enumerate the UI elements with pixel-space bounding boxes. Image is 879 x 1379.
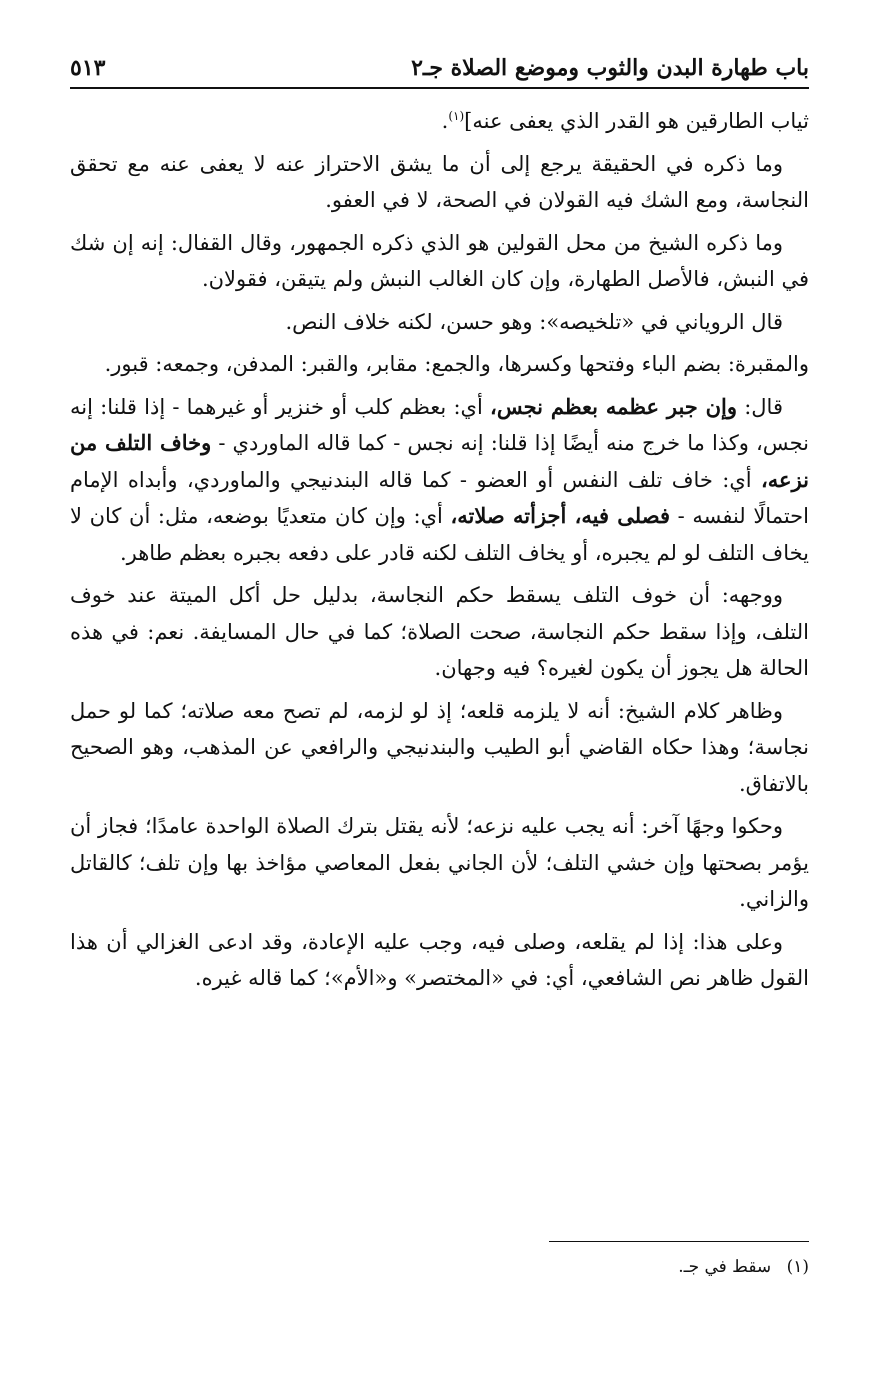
paragraph-7: ووجهه: أن خوف التلف يسقط حكم النجاسة، بدليل حل أكل الميتة عند خوف التلف، وإذا سقط حكم النجاسة، صحت الصلاة؛ كما في حال المسايفة. نعم: في هذه الحالة هل يجوز أن يكون لغيره؟ فيه وجهان. [70,583,809,680]
document-page [70,55,809,1339]
footnote-reference: (١) [448,109,465,123]
running-header [70,55,809,89]
paragraph-9: وحكوا وجهًا آخر: أنه يجب عليه نزعه؛ لأنه يقتل بترك الصلاة الواحدة عامدًا؛ فجاز أن يؤمر بصحتها وإن خشي التلف؛ لأن الجاني بفعل المعاصي مؤاخذ بها وإن تلف؛ كالقاتل والزاني. [70,814,809,911]
paragraph-3: وما ذكره الشيخ من محل القولين هو الذي ذكره الجمهور، وقال القفال: إنه إن شك في النبش، فالأصل الطهارة، وإن كان الغالب النبش ولم يتيقن، فقولان. [70,230,809,291]
body-text [70,103,809,997]
paragraph-4: قال الروياني في «تلخيصه»: وهو حسن، لكنه خلاف النص. [285,309,783,334]
chapter-title: باب طهارة البدن والثوب وموضع الصلاة جـ٢ [411,55,809,81]
text-segment: قال: [737,394,783,419]
footnote [678,1253,809,1281]
text-segment: أي: خاف تلف النفس أو العضو - كما قاله البندنيجي والماوردي، وأبداه الإمام احتمالًا لنفسه - [70,467,809,528]
footnote-number: (١) [786,1257,809,1277]
bold-text-segment: وخاف التلف من نزعه، [70,430,809,492]
paragraph-10: وعلى هذا: إذا لم يقلعه، وصلى فيه، وجب عليه الإعادة، وقد ادعى الغزالي أن هذا القول ظاهر نص الشافعي، أي: في «المختصر» و«الأم»؛ كما قاله غيره. [70,929,809,990]
footnote-divider [549,1241,809,1242]
paragraph-6 [70,389,809,572]
paragraph-tail: . [441,109,449,133]
paragraph-2: وما ذكره في الحقيقة يرجع إلى أن ما يشق الاحتراز عنه لا يعفى عنه مع تحقق النجاسة، ومع الشك فيه القولان في الصحة، لا في العفو. [70,151,809,212]
paragraph-1 [70,103,809,140]
paragraph-text: ثياب الطارقين هو القدر الذي يعفى عنه] [464,109,809,133]
page-number: ٥١٣ [70,55,106,81]
paragraph-8: وظاهر كلام الشيخ: أنه لا يلزمه قلعه؛ إذ لو لزمه، لم تصح معه صلاته؛ كما لو حمل نجاسة؛ وهذا حكاه القاضي أبو الطيب والبندنيجي والرافعي عن المذهب، وهو الصحيح بالاتفاق. [70,698,809,796]
paragraph-5: والمقبرة: بضم الباء وفتحها وكسرها، والجمع: مقابر، والقبر: المدفن، وجمعه: قبور. [104,352,809,376]
bold-text-segment: وإن جبر عظمه بعظم نجس، [490,393,738,419]
text-segment: أي: بعظم كلب أو خنزير أو غيرهما - إذا قلنا: إنه نجس، وكذا ما خرج منه أيضًا إذا قلنا: إنه نجس - كما قاله الماوردي - [70,394,809,455]
bold-text-segment: فصلى فيه، أجزأته صلاته، [450,503,670,528]
footnote-text: سقط في جـ. [678,1257,772,1277]
text-segment: أي: وإن كان متعديًا بوضعه، مثل: أن كان لا يخاف التلف لو لم يجبره، أو يخاف التلف لكنه قادر على دفعه بجبره بعظم طاهر. [70,504,809,565]
